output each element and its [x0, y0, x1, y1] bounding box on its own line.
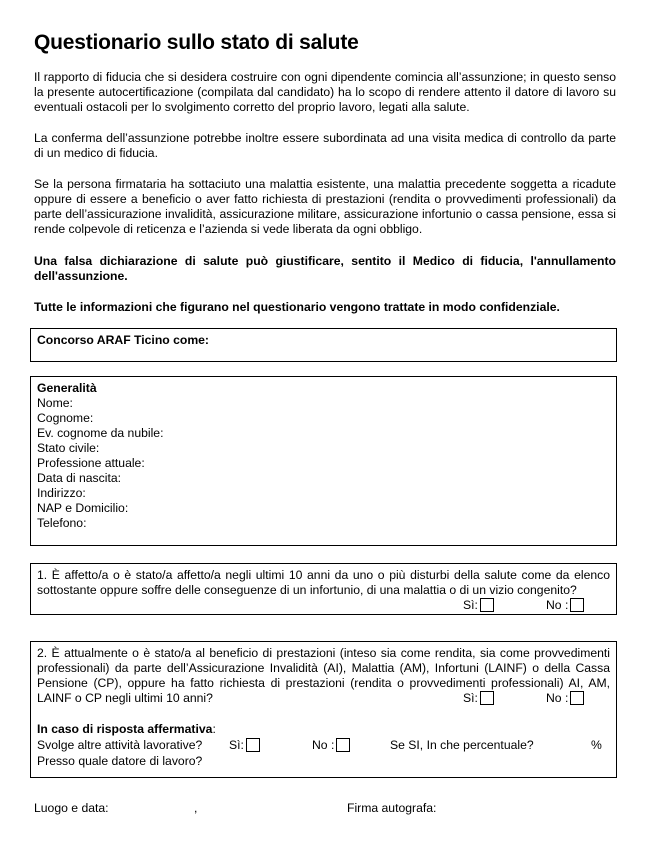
generalita-heading: Generalità: [37, 381, 97, 395]
q2-yes-option[interactable]: [463, 691, 494, 706]
q2-no-option[interactable]: [546, 691, 584, 706]
place-date-comma: ,: [194, 801, 198, 815]
q2-no-checkbox[interactable]: [570, 691, 584, 705]
other-work-no-option[interactable]: [312, 738, 350, 753]
page-title: Questionario sullo stato di salute: [34, 31, 359, 54]
warning-paragraph: Una falsa dichiarazione di salute può giustificare, sentito il Medico di fiducia, l'annullamento dell'assunzione.: [34, 254, 616, 283]
question-1-box: [30, 563, 617, 615]
intro-paragraph-3: Se la persona firmataria ha sottaciuto una malattia esistente, una malattia precedente soggetta a ricadute oppure di essere a beneficio o aver fatto richiesta di prestazioni (rendita o provvedimenti professionali) da parte dell’assicurazione invalidità, assicurazione militare, assicurazione infortunio o cassa pensione, essa si rende colpevole di reticenza e l’azienda si vede liberata da ogni obbligo.: [34, 177, 616, 236]
signature-label: Firma autografa:: [347, 801, 437, 815]
field-nap-domicilio[interactable]: NAP e Domicilio:: [37, 501, 129, 515]
q1-no-label: No :: [546, 598, 569, 612]
field-cognome-nubile[interactable]: Ev. cognome da nubile:: [37, 426, 164, 440]
intro-paragraph-1: Il rapporto di fiducia che si desidera costruire con ogni dipendente comincia all’assunzione; in questo senso la presente autocertificazione (compilata dal candidato) ha lo scopo di rendere attento il datore di lavoro su eventuali ostacoli per lo svolgimento corretto del proprio lavoro, legati alla salute.: [34, 70, 616, 114]
q1-no-checkbox[interactable]: [570, 598, 584, 612]
q1-no-option[interactable]: [546, 598, 584, 613]
other-work-yes-label: Sì:: [229, 738, 244, 752]
q2-yes-checkbox[interactable]: [480, 691, 494, 705]
generalita-fields: [37, 396, 610, 531]
confidential-paragraph: Tutte le informazioni che figurano nel questionario vengono trattate in modo confidenziale.: [34, 300, 560, 314]
q2-yes-label: Sì:: [463, 691, 478, 705]
field-professione[interactable]: Professione attuale:: [37, 456, 145, 470]
q2-no-label: No :: [546, 691, 569, 705]
employer-question: Presso quale datore di lavoro?: [37, 754, 203, 768]
other-work-no-checkbox[interactable]: [336, 738, 350, 752]
intro-paragraph-2: La conferma dell’assunzione potrebbe inoltre essere subordinata ad una visita medica di controllo da parte di un medico di fiducia.: [34, 131, 616, 160]
question-2-box: [30, 641, 617, 778]
field-telefono[interactable]: Telefono:: [37, 516, 87, 530]
concorso-label: Concorso ARAF Ticino come:: [37, 333, 209, 347]
other-work-no-label: No :: [312, 738, 335, 752]
concorso-box[interactable]: [30, 328, 617, 362]
q1-yes-option[interactable]: [463, 598, 494, 613]
q2-followup-heading: In caso di risposta affermativa:: [37, 722, 216, 736]
field-stato-civile[interactable]: Stato civile:: [37, 441, 100, 455]
other-work-yes-checkbox[interactable]: [246, 738, 260, 752]
field-cognome[interactable]: Cognome:: [37, 411, 94, 425]
field-nome[interactable]: Nome:: [37, 396, 73, 410]
place-date-label: Luogo e data:: [34, 801, 109, 815]
question-1-text: 1. È affetto/a o è stato/a affetto/a negli ultimi 10 anni da uno o più disturbi della salute come da elenco sottostante oppure soffre delle conseguenze di un infortunio, di una malattia o di un vizio congenito?: [37, 568, 610, 597]
generalita-box: [30, 376, 617, 546]
question-2-text: 2. È attualmente o è stato/a al beneficio di prestazioni (inteso sia come rendita, sia come provvedimenti professionali) da parte dell’Assicurazione Invalidità (AI), Malattia (AM), Infortuni (LAINF) o della Cassa Pensione (CP), oppure ha fatto richiesta di prestazioni (rendita o provvedimenti professionali) AI, AM, LAINF o CP negli ultimi 10 anni?: [37, 646, 610, 705]
field-data-nascita[interactable]: Data di nascita:: [37, 471, 122, 485]
percent-sign: %: [591, 738, 602, 752]
other-work-question: Svolge altre attività lavorative?: [37, 738, 203, 752]
q1-yes-checkbox[interactable]: [480, 598, 494, 612]
field-indirizzo[interactable]: Indirizzo:: [37, 486, 86, 500]
percentage-question: Se SI, In che percentuale?: [390, 738, 534, 752]
q1-yes-label: Sì:: [463, 598, 478, 612]
other-work-yes-option[interactable]: [229, 738, 260, 753]
